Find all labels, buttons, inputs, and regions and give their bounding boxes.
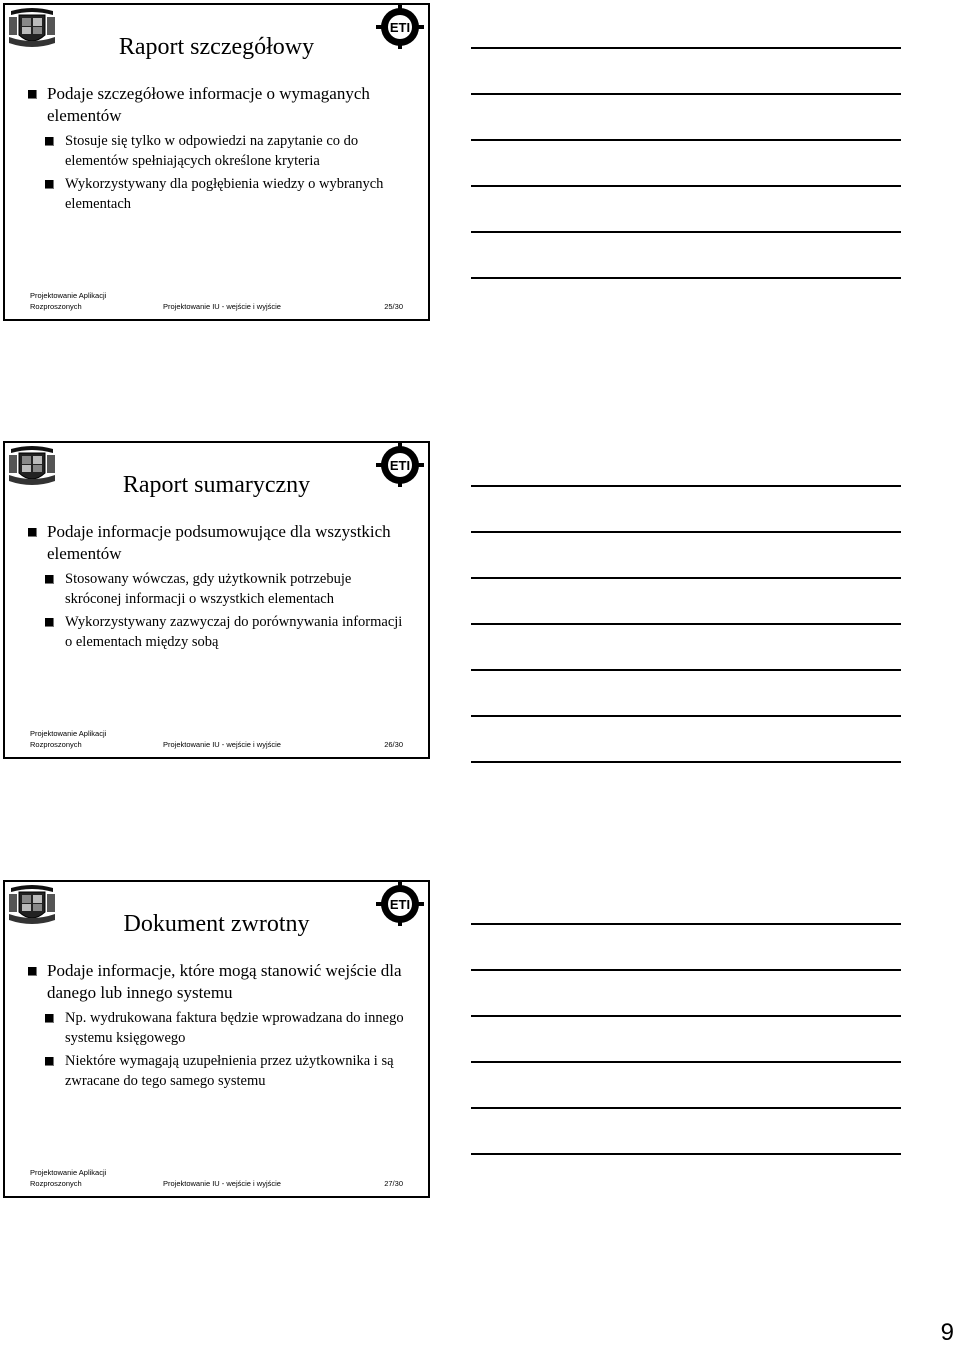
note-line xyxy=(471,139,901,141)
footer-course: Projektowanie Aplikacji Rozproszonych xyxy=(30,729,107,749)
slide-footer xyxy=(30,728,403,754)
note-line xyxy=(471,1153,901,1155)
note-line xyxy=(471,1061,901,1063)
bullet-level2: Niektóre wymagają uzupełnienia przez użytkownika i są zwracane do tego samego systemu xyxy=(25,1051,408,1091)
bullet-level2: Wykorzystywany dla pogłębienia wiedzy o wybranych elementach xyxy=(25,174,408,214)
bullet-level1: Podaje informacje podsumowujące dla wszystkich elementów xyxy=(25,521,408,565)
slide-body xyxy=(25,960,408,1094)
footer-course: Projektowanie Aplikacji Rozproszonych xyxy=(30,1168,107,1188)
note-line xyxy=(471,93,901,95)
slide-footer xyxy=(30,1167,403,1193)
notes-lines xyxy=(471,468,901,768)
note-line xyxy=(471,277,901,279)
bullet-level2: Stosuje się tylko w odpowiedzi na zapytanie co do elementów spełniających określone kryteria xyxy=(25,131,408,171)
note-line xyxy=(471,185,901,187)
svg-text:ETI: ETI xyxy=(389,20,411,35)
slide-27 xyxy=(3,880,430,1198)
footer-topic: Projektowanie IU - wejście i wyjście xyxy=(163,740,281,749)
slide-body xyxy=(25,521,408,655)
footer-slide-number: 27/30 xyxy=(384,1179,403,1188)
slide-25 xyxy=(3,3,430,321)
notes-lines xyxy=(471,906,901,1206)
bullet-level1: Podaje szczegółowe informacje o wymaganych elementów xyxy=(25,83,408,127)
slide-26 xyxy=(3,441,430,759)
svg-text:ETI: ETI xyxy=(389,897,411,912)
bullet-level2: Stosowany wówczas, gdy użytkownik potrzebuje skróconej informacji o wszystkich elementach xyxy=(25,569,408,609)
slide-title: Raport sumaryczny xyxy=(122,472,311,498)
footer-slide-number: 25/30 xyxy=(384,302,403,311)
note-line xyxy=(471,531,901,533)
footer-slide-number: 26/30 xyxy=(384,740,403,749)
note-line xyxy=(471,923,901,925)
note-line xyxy=(471,485,901,487)
svg-text:ETI: ETI xyxy=(389,458,411,473)
note-line xyxy=(471,623,901,625)
note-line xyxy=(471,231,901,233)
page-number: 9 xyxy=(940,1319,954,1346)
bullet-level1: Podaje informacje, które mogą stanowić wejście dla danego lub innego systemu xyxy=(25,960,408,1004)
note-line xyxy=(471,669,901,671)
note-line xyxy=(471,577,901,579)
slide-footer xyxy=(30,290,403,316)
bullet-level2: Wykorzystywany zazwyczaj do porównywania informacji o elementach między sobą xyxy=(25,612,408,652)
slide-title: Dokument zwrotny xyxy=(123,911,310,937)
note-line xyxy=(471,969,901,971)
bullet-level2: Np. wydrukowana faktura będzie wprowadzana do innego systemu księgowego xyxy=(25,1008,408,1048)
note-line xyxy=(471,47,901,49)
footer-topic: Projektowanie IU - wejście i wyjście xyxy=(163,302,281,311)
notes-lines xyxy=(471,30,901,330)
note-line xyxy=(471,1107,901,1109)
footer-course: Projektowanie Aplikacji Rozproszonych xyxy=(30,291,107,311)
slide-body xyxy=(25,83,408,217)
footer-topic: Projektowanie IU - wejście i wyjście xyxy=(163,1179,281,1188)
note-line xyxy=(471,1015,901,1017)
note-line xyxy=(471,761,901,763)
note-line xyxy=(471,715,901,717)
slide-title: Raport szczegółowy xyxy=(118,34,315,60)
